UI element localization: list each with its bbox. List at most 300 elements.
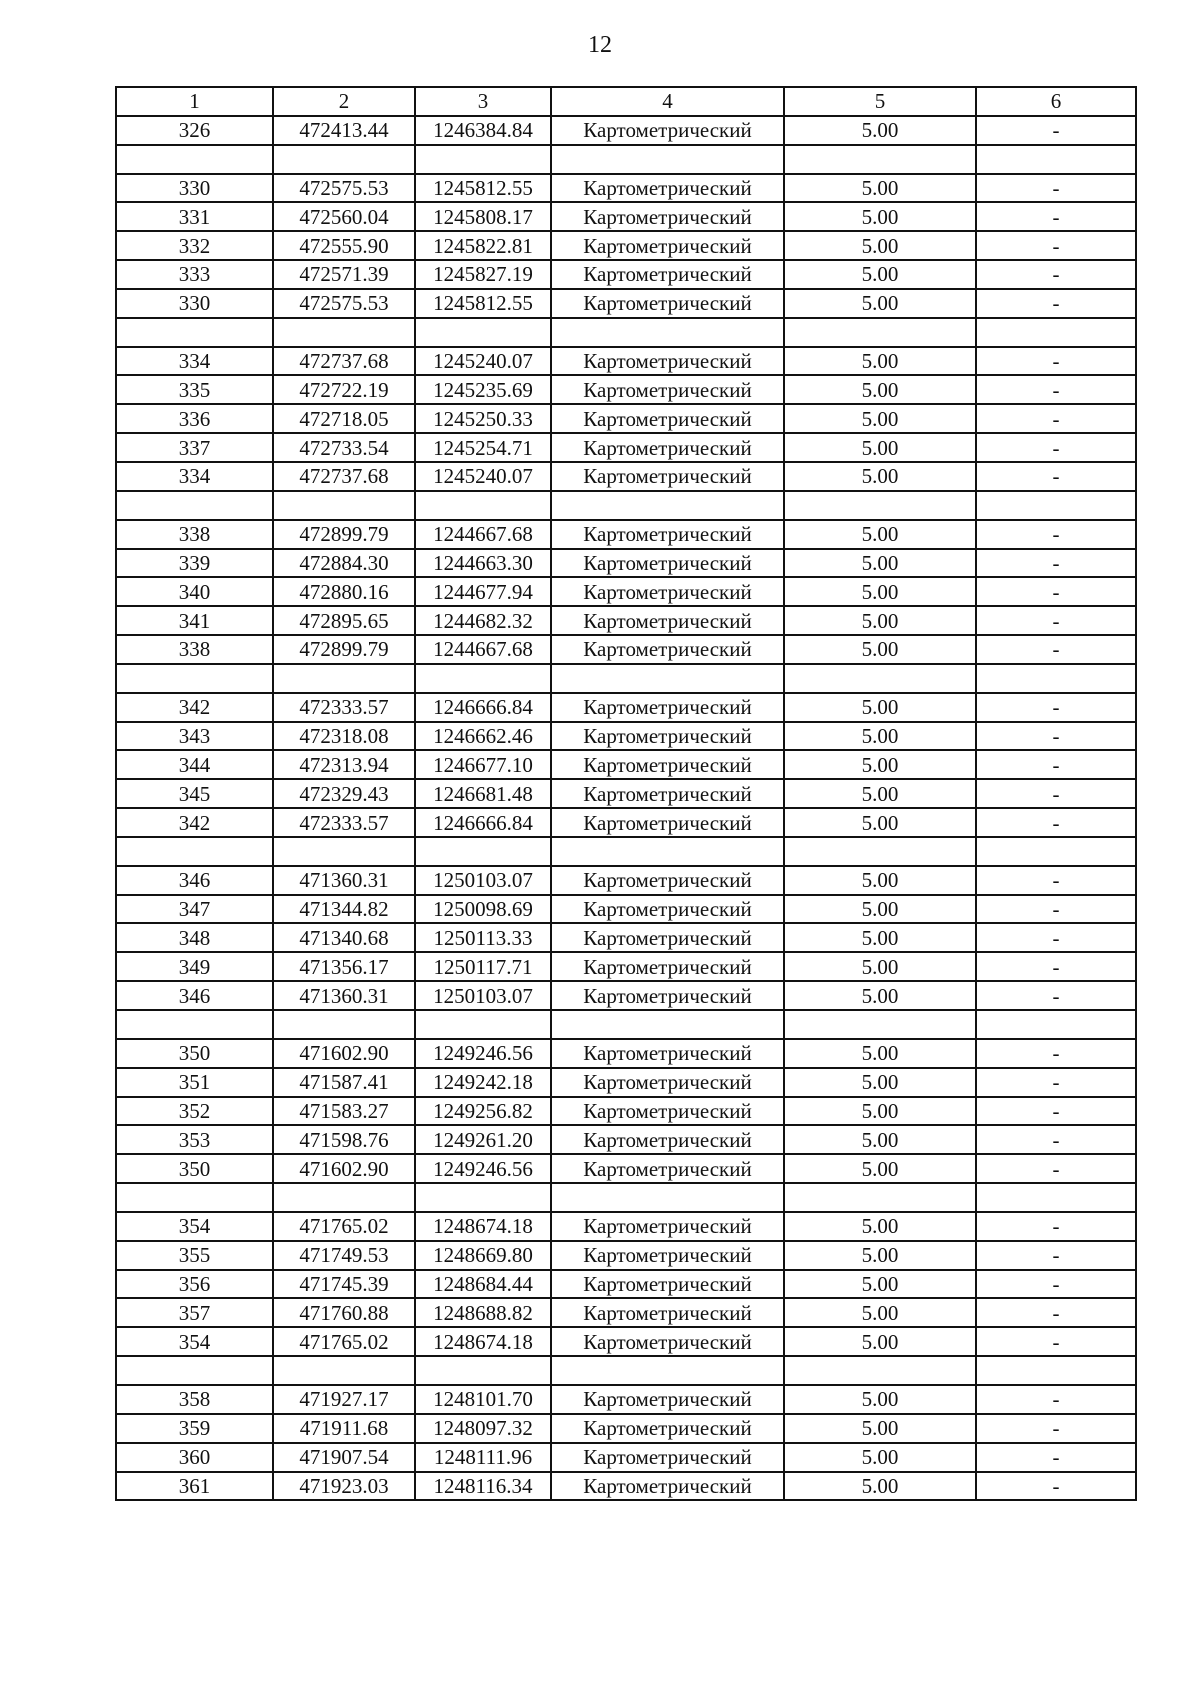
precision-cell: 5.00: [784, 202, 976, 231]
table-row: [116, 1097, 1136, 1126]
method-cell: Картометрический: [551, 952, 784, 981]
description-cell: [976, 318, 1136, 347]
y-coordinate-cell: 1249242.18: [415, 1068, 551, 1097]
table-row: [116, 1270, 1136, 1299]
description-cell: [976, 837, 1136, 866]
precision-cell: 5.00: [784, 1212, 976, 1241]
x-coordinate-cell: 471356.17: [273, 952, 415, 981]
description-cell: -: [976, 433, 1136, 462]
precision-cell: 5.00: [784, 174, 976, 203]
precision-cell: 5.00: [784, 1385, 976, 1414]
x-coordinate-cell: 471760.88: [273, 1298, 415, 1327]
point-number-cell: 355: [116, 1241, 273, 1270]
x-coordinate-cell: [273, 1010, 415, 1039]
method-cell: [551, 1010, 784, 1039]
table-row: [116, 1472, 1136, 1501]
point-number-cell: [116, 837, 273, 866]
table-row: [116, 1183, 1136, 1212]
method-cell: Картометрический: [551, 981, 784, 1010]
method-cell: Картометрический: [551, 549, 784, 578]
y-coordinate-cell: 1244677.94: [415, 577, 551, 606]
point-number-cell: 341: [116, 606, 273, 635]
description-cell: -: [976, 952, 1136, 981]
y-coordinate-cell: 1244682.32: [415, 606, 551, 635]
x-coordinate-cell: 471583.27: [273, 1097, 415, 1126]
table-row: [116, 1356, 1136, 1385]
method-cell: Картометрический: [551, 1097, 784, 1126]
x-coordinate-cell: 472413.44: [273, 116, 415, 145]
point-number-cell: 353: [116, 1125, 273, 1154]
table-row: [116, 577, 1136, 606]
method-cell: [551, 664, 784, 693]
point-number-cell: 333: [116, 260, 273, 289]
point-number-cell: 352: [116, 1097, 273, 1126]
description-cell: -: [976, 462, 1136, 491]
x-coordinate-cell: 472329.43: [273, 779, 415, 808]
point-number-cell: 339: [116, 549, 273, 578]
x-coordinate-cell: [273, 1183, 415, 1212]
table-row: [116, 1385, 1136, 1414]
x-coordinate-cell: 471911.68: [273, 1414, 415, 1443]
description-cell: -: [976, 866, 1136, 895]
x-coordinate-cell: [273, 491, 415, 520]
table-row: [116, 462, 1136, 491]
table-row: [116, 202, 1136, 231]
point-number-cell: 350: [116, 1154, 273, 1183]
y-coordinate-cell: 1248669.80: [415, 1241, 551, 1270]
table-row: [116, 433, 1136, 462]
description-cell: -: [976, 289, 1136, 318]
y-coordinate-cell: 1250103.07: [415, 981, 551, 1010]
table-row: [116, 750, 1136, 779]
y-coordinate-cell: 1250098.69: [415, 895, 551, 924]
method-cell: Картометрический: [551, 1125, 784, 1154]
point-number-cell: 337: [116, 433, 273, 462]
table-row: [116, 289, 1136, 318]
x-coordinate-cell: 471765.02: [273, 1212, 415, 1241]
method-cell: Картометрический: [551, 1241, 784, 1270]
x-coordinate-cell: 472884.30: [273, 549, 415, 578]
precision-cell: 5.00: [784, 1327, 976, 1356]
method-cell: Картометрический: [551, 1039, 784, 1068]
x-coordinate-cell: 472733.54: [273, 433, 415, 462]
y-coordinate-cell: 1246677.10: [415, 750, 551, 779]
precision-cell: [784, 318, 976, 347]
table-row: [116, 1327, 1136, 1356]
table-row: [116, 952, 1136, 981]
point-number-cell: 346: [116, 981, 273, 1010]
point-number-cell: 349: [116, 952, 273, 981]
point-number-cell: 354: [116, 1327, 273, 1356]
table-row: [116, 1068, 1136, 1097]
page-number: 12: [588, 32, 612, 58]
precision-cell: 5.00: [784, 116, 976, 145]
method-cell: Картометрический: [551, 375, 784, 404]
method-cell: Картометрический: [551, 1212, 784, 1241]
precision-cell: [784, 491, 976, 520]
precision-cell: [784, 1356, 976, 1385]
method-cell: Картометрический: [551, 722, 784, 751]
precision-cell: 5.00: [784, 866, 976, 895]
point-number-cell: [116, 1183, 273, 1212]
header-cell-4: 4: [551, 87, 784, 116]
x-coordinate-cell: 471602.90: [273, 1154, 415, 1183]
table-header: [116, 87, 1136, 116]
x-coordinate-cell: [273, 1356, 415, 1385]
table-row: [116, 116, 1136, 145]
y-coordinate-cell: 1246384.84: [415, 116, 551, 145]
x-coordinate-cell: 471927.17: [273, 1385, 415, 1414]
method-cell: Картометрический: [551, 1068, 784, 1097]
table-row: [116, 635, 1136, 664]
y-coordinate-cell: 1245827.19: [415, 260, 551, 289]
precision-cell: 5.00: [784, 347, 976, 376]
point-number-cell: 342: [116, 693, 273, 722]
description-cell: -: [976, 1097, 1136, 1126]
x-coordinate-cell: [273, 318, 415, 347]
description-cell: -: [976, 635, 1136, 664]
precision-cell: 5.00: [784, 1097, 976, 1126]
y-coordinate-cell: 1250117.71: [415, 952, 551, 981]
y-coordinate-cell: 1244667.68: [415, 520, 551, 549]
table-row: [116, 1443, 1136, 1472]
precision-cell: 5.00: [784, 1443, 976, 1472]
point-number-cell: 346: [116, 866, 273, 895]
y-coordinate-cell: 1248111.96: [415, 1443, 551, 1472]
point-number-cell: 351: [116, 1068, 273, 1097]
description-cell: -: [976, 1414, 1136, 1443]
table-row: [116, 347, 1136, 376]
precision-cell: 5.00: [784, 577, 976, 606]
y-coordinate-cell: 1245235.69: [415, 375, 551, 404]
point-number-cell: 356: [116, 1270, 273, 1299]
point-number-cell: [116, 1010, 273, 1039]
table-row: [116, 1414, 1136, 1443]
precision-cell: 5.00: [784, 549, 976, 578]
header-cell-3: 3: [415, 87, 551, 116]
x-coordinate-cell: 471765.02: [273, 1327, 415, 1356]
x-coordinate-cell: 471344.82: [273, 895, 415, 924]
table-row: [116, 549, 1136, 578]
table-row: [116, 779, 1136, 808]
description-cell: -: [976, 520, 1136, 549]
point-number-cell: [116, 664, 273, 693]
table-row: [116, 837, 1136, 866]
description-cell: -: [976, 1241, 1136, 1270]
point-number-cell: 338: [116, 520, 273, 549]
point-number-cell: [116, 145, 273, 174]
method-cell: Картометрический: [551, 433, 784, 462]
x-coordinate-cell: 471360.31: [273, 981, 415, 1010]
method-cell: Картометрический: [551, 202, 784, 231]
y-coordinate-cell: [415, 491, 551, 520]
y-coordinate-cell: 1246662.46: [415, 722, 551, 751]
x-coordinate-cell: 471602.90: [273, 1039, 415, 1068]
description-cell: -: [976, 808, 1136, 837]
x-coordinate-cell: [273, 837, 415, 866]
x-coordinate-cell: 472718.05: [273, 404, 415, 433]
y-coordinate-cell: 1250113.33: [415, 923, 551, 952]
method-cell: Картометрический: [551, 577, 784, 606]
y-coordinate-cell: 1249246.56: [415, 1039, 551, 1068]
precision-cell: 5.00: [784, 606, 976, 635]
description-cell: -: [976, 1327, 1136, 1356]
y-coordinate-cell: 1245250.33: [415, 404, 551, 433]
precision-cell: 5.00: [784, 1154, 976, 1183]
point-number-cell: 336: [116, 404, 273, 433]
method-cell: Картометрический: [551, 895, 784, 924]
description-cell: [976, 664, 1136, 693]
y-coordinate-cell: 1245240.07: [415, 462, 551, 491]
method-cell: Картометрический: [551, 606, 784, 635]
method-cell: Картометрический: [551, 520, 784, 549]
description-cell: [976, 1010, 1136, 1039]
y-coordinate-cell: 1244663.30: [415, 549, 551, 578]
method-cell: Картометрический: [551, 1472, 784, 1501]
method-cell: [551, 1183, 784, 1212]
point-number-cell: 338: [116, 635, 273, 664]
point-number-cell: 343: [116, 722, 273, 751]
x-coordinate-cell: 472575.53: [273, 289, 415, 318]
point-number-cell: 334: [116, 347, 273, 376]
method-cell: [551, 491, 784, 520]
table-row: [116, 404, 1136, 433]
precision-cell: 5.00: [784, 1241, 976, 1270]
precision-cell: 5.00: [784, 404, 976, 433]
table-body: [116, 116, 1136, 1501]
method-cell: Картометрический: [551, 289, 784, 318]
y-coordinate-cell: [415, 1183, 551, 1212]
x-coordinate-cell: 472880.16: [273, 577, 415, 606]
point-number-cell: 340: [116, 577, 273, 606]
method-cell: Картометрический: [551, 1298, 784, 1327]
table-row: [116, 693, 1136, 722]
table-row: [116, 520, 1136, 549]
description-cell: -: [976, 260, 1136, 289]
table-row: [116, 1039, 1136, 1068]
precision-cell: 5.00: [784, 520, 976, 549]
x-coordinate-cell: 472899.79: [273, 520, 415, 549]
table-row: [116, 664, 1136, 693]
description-cell: -: [976, 750, 1136, 779]
table-row: [116, 923, 1136, 952]
precision-cell: 5.00: [784, 1298, 976, 1327]
header-cell-5: 5: [784, 87, 976, 116]
x-coordinate-cell: 472571.39: [273, 260, 415, 289]
precision-cell: 5.00: [784, 1270, 976, 1299]
x-coordinate-cell: 471587.41: [273, 1068, 415, 1097]
precision-cell: 5.00: [784, 693, 976, 722]
precision-cell: 5.00: [784, 375, 976, 404]
description-cell: -: [976, 549, 1136, 578]
y-coordinate-cell: 1249256.82: [415, 1097, 551, 1126]
y-coordinate-cell: 1245240.07: [415, 347, 551, 376]
description-cell: -: [976, 1154, 1136, 1183]
y-coordinate-cell: 1245254.71: [415, 433, 551, 462]
precision-cell: 5.00: [784, 1068, 976, 1097]
y-coordinate-cell: 1245822.81: [415, 231, 551, 260]
y-coordinate-cell: 1248684.44: [415, 1270, 551, 1299]
point-number-cell: 330: [116, 289, 273, 318]
y-coordinate-cell: 1245812.55: [415, 289, 551, 318]
precision-cell: [784, 664, 976, 693]
description-cell: -: [976, 375, 1136, 404]
description-cell: [976, 145, 1136, 174]
x-coordinate-cell: 472560.04: [273, 202, 415, 231]
table-row: [116, 231, 1136, 260]
table-row: [116, 1154, 1136, 1183]
table-row: [116, 491, 1136, 520]
y-coordinate-cell: 1248674.18: [415, 1327, 551, 1356]
method-cell: Картометрический: [551, 116, 784, 145]
x-coordinate-cell: 471360.31: [273, 866, 415, 895]
description-cell: -: [976, 981, 1136, 1010]
point-number-cell: 357: [116, 1298, 273, 1327]
point-number-cell: 334: [116, 462, 273, 491]
description-cell: -: [976, 116, 1136, 145]
x-coordinate-cell: 472722.19: [273, 375, 415, 404]
y-coordinate-cell: [415, 1010, 551, 1039]
x-coordinate-cell: 472895.65: [273, 606, 415, 635]
precision-cell: 5.00: [784, 1039, 976, 1068]
description-cell: -: [976, 923, 1136, 952]
precision-cell: 5.00: [784, 289, 976, 318]
y-coordinate-cell: [415, 1356, 551, 1385]
y-coordinate-cell: 1248101.70: [415, 1385, 551, 1414]
x-coordinate-cell: 472737.68: [273, 462, 415, 491]
description-cell: -: [976, 404, 1136, 433]
method-cell: [551, 145, 784, 174]
precision-cell: 5.00: [784, 750, 976, 779]
description-cell: -: [976, 722, 1136, 751]
x-coordinate-cell: [273, 664, 415, 693]
method-cell: Картометрический: [551, 750, 784, 779]
description-cell: -: [976, 174, 1136, 203]
point-number-cell: 332: [116, 231, 273, 260]
x-coordinate-cell: 471923.03: [273, 1472, 415, 1501]
table-row: [116, 145, 1136, 174]
point-number-cell: 347: [116, 895, 273, 924]
table-row: [116, 1212, 1136, 1241]
coordinates-table: [115, 86, 1137, 1501]
y-coordinate-cell: 1248674.18: [415, 1212, 551, 1241]
description-cell: -: [976, 1068, 1136, 1097]
description-cell: -: [976, 895, 1136, 924]
table-row: [116, 1298, 1136, 1327]
x-coordinate-cell: 471745.39: [273, 1270, 415, 1299]
table-row: [116, 174, 1136, 203]
precision-cell: [784, 1010, 976, 1039]
description-cell: -: [976, 577, 1136, 606]
x-coordinate-cell: 472737.68: [273, 347, 415, 376]
method-cell: [551, 1356, 784, 1385]
precision-cell: 5.00: [784, 635, 976, 664]
method-cell: Картометрический: [551, 923, 784, 952]
x-coordinate-cell: 472899.79: [273, 635, 415, 664]
y-coordinate-cell: 1245812.55: [415, 174, 551, 203]
method-cell: Картометрический: [551, 462, 784, 491]
method-cell: Картометрический: [551, 1443, 784, 1472]
y-coordinate-cell: 1248116.34: [415, 1472, 551, 1501]
point-number-cell: 358: [116, 1385, 273, 1414]
precision-cell: 5.00: [784, 895, 976, 924]
table-row: [116, 260, 1136, 289]
method-cell: Картометрический: [551, 347, 784, 376]
y-coordinate-cell: 1248688.82: [415, 1298, 551, 1327]
y-coordinate-cell: 1249246.56: [415, 1154, 551, 1183]
y-coordinate-cell: 1250103.07: [415, 866, 551, 895]
header-row: [116, 87, 1136, 116]
precision-cell: 5.00: [784, 952, 976, 981]
description-cell: -: [976, 231, 1136, 260]
method-cell: [551, 837, 784, 866]
precision-cell: 5.00: [784, 260, 976, 289]
precision-cell: 5.00: [784, 722, 976, 751]
y-coordinate-cell: [415, 664, 551, 693]
method-cell: Картометрический: [551, 1154, 784, 1183]
method-cell: Картометрический: [551, 260, 784, 289]
description-cell: -: [976, 1039, 1136, 1068]
point-number-cell: 359: [116, 1414, 273, 1443]
precision-cell: 5.00: [784, 433, 976, 462]
point-number-cell: [116, 318, 273, 347]
y-coordinate-cell: 1246666.84: [415, 808, 551, 837]
point-number-cell: 330: [116, 174, 273, 203]
method-cell: [551, 318, 784, 347]
precision-cell: 5.00: [784, 462, 976, 491]
method-cell: Картометрический: [551, 808, 784, 837]
x-coordinate-cell: 472555.90: [273, 231, 415, 260]
table-row: [116, 808, 1136, 837]
description-cell: -: [976, 606, 1136, 635]
header-cell-6: 6: [976, 87, 1136, 116]
description-cell: -: [976, 1212, 1136, 1241]
description-cell: [976, 491, 1136, 520]
x-coordinate-cell: 472333.57: [273, 808, 415, 837]
precision-cell: 5.00: [784, 1472, 976, 1501]
table-row: [116, 1241, 1136, 1270]
table-row: [116, 375, 1136, 404]
description-cell: -: [976, 1270, 1136, 1299]
method-cell: Картометрический: [551, 404, 784, 433]
description-cell: -: [976, 779, 1136, 808]
table-row: [116, 981, 1136, 1010]
description-cell: -: [976, 1125, 1136, 1154]
point-number-cell: 360: [116, 1443, 273, 1472]
method-cell: Картометрический: [551, 1414, 784, 1443]
description-cell: [976, 1356, 1136, 1385]
y-coordinate-cell: 1246681.48: [415, 779, 551, 808]
precision-cell: 5.00: [784, 923, 976, 952]
point-number-cell: 354: [116, 1212, 273, 1241]
description-cell: -: [976, 347, 1136, 376]
table-row: [116, 866, 1136, 895]
precision-cell: 5.00: [784, 779, 976, 808]
precision-cell: [784, 145, 976, 174]
y-coordinate-cell: 1244667.68: [415, 635, 551, 664]
point-number-cell: 344: [116, 750, 273, 779]
table-row: [116, 722, 1136, 751]
method-cell: Картометрический: [551, 693, 784, 722]
description-cell: -: [976, 1443, 1136, 1472]
table-row: [116, 1125, 1136, 1154]
description-cell: [976, 1183, 1136, 1212]
point-number-cell: [116, 1356, 273, 1385]
method-cell: Картометрический: [551, 1270, 784, 1299]
y-coordinate-cell: [415, 318, 551, 347]
precision-cell: [784, 837, 976, 866]
header-cell-1: 1: [116, 87, 273, 116]
